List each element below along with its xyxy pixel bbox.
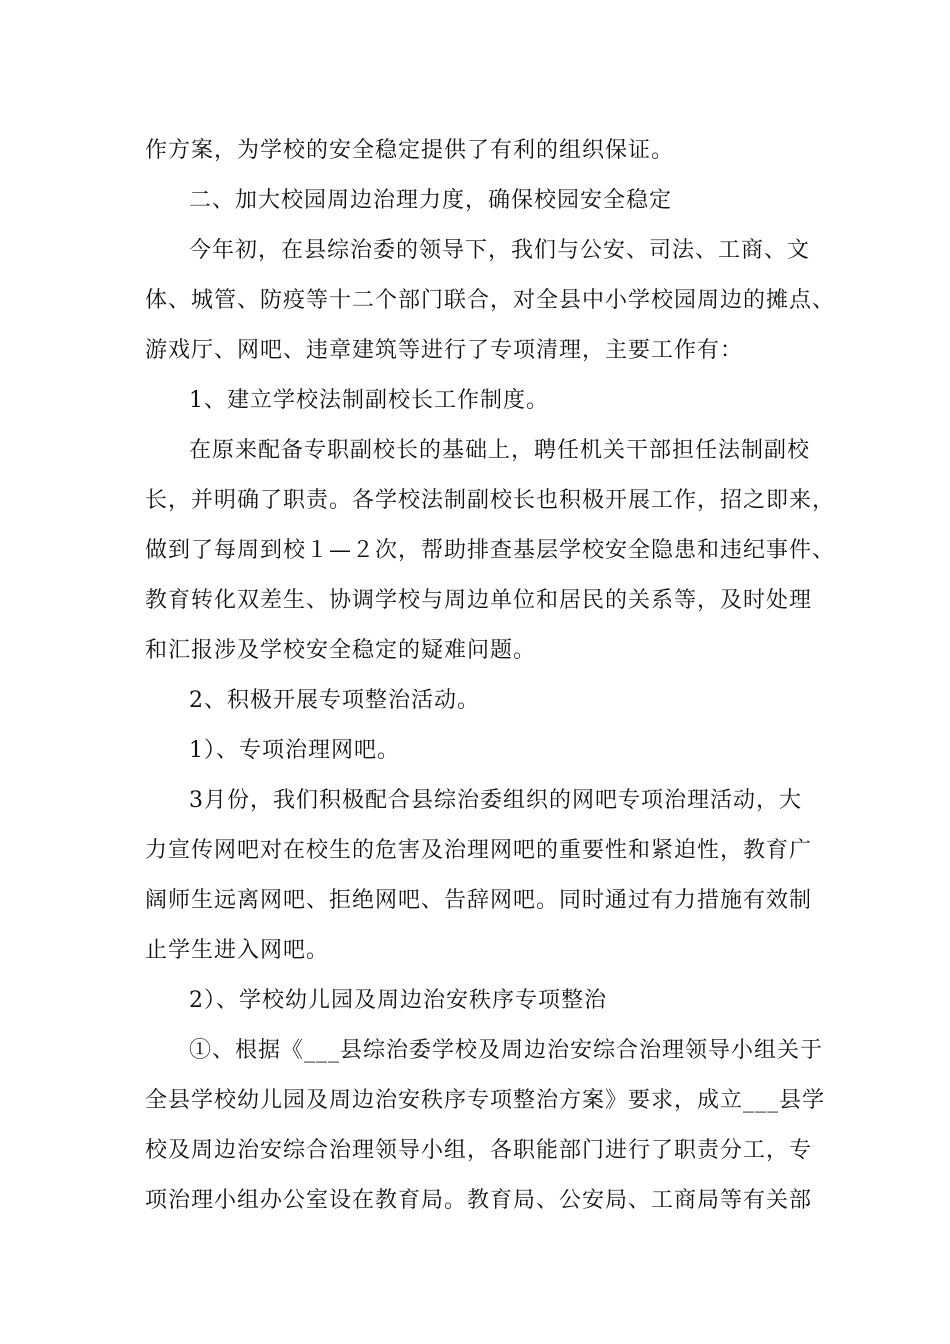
item-heading-1: 1、建立学校法制副校长工作制度。: [189, 388, 549, 413]
text-line-7: 在原来配备专职副校长的基础上，聘任机关干部担任法制副校: [189, 438, 811, 463]
text-line-3: 今年初，在县综治委的领导下，我们与公安、司法、工商、文: [189, 238, 811, 263]
text-line-1: 作方案，为学校的安全稳定提供了有利的组织保证。: [145, 138, 675, 163]
text-line-14: 3月份，我们积极配合县综治委组织的网吧专项治理活动，大: [189, 788, 802, 813]
text-line-4: 体、城管、防疫等十二个部门联合，对全县中小学校园周边的摊点、: [145, 288, 836, 313]
text-line-9: 做到了每周到校１—２次，帮助排查基层学校安全隐患和违纪事件、: [145, 538, 836, 563]
section-heading-2: 二、加大校园周边治理力度，确保校园安全稳定: [189, 188, 673, 213]
text-line-19: ①、根据《___县综治委学校及周边治安综合治理领导小组关于: [189, 1038, 824, 1063]
text-line-5: 游戏厅、网吧、违章建筑等进行了专项清理，主要工作有：: [145, 338, 744, 363]
item-heading-2: 2、积极开展专项整治活动。: [189, 688, 480, 713]
text-line-8: 长，并明确了职责。各学校法制副校长也积极开展工作，招之即来，: [145, 488, 836, 513]
subitem-heading-2: 2）、学校幼儿园及周边治安秩序专项整治: [189, 988, 607, 1013]
text-line-21: 校及周边治安综合治理领导小组，各职能部门进行了职责分工，专: [145, 1138, 813, 1163]
text-line-10: 教育转化双差生、协调学校与周边单位和居民的关系等，及时处理: [145, 588, 813, 613]
text-line-17: 止学生进入网吧。: [145, 938, 330, 963]
text-line-11: 和汇报涉及学校安全稳定的疑难问题。: [145, 638, 537, 663]
subitem-heading-1: 1）、专项治理网吧。: [189, 738, 400, 763]
text-line-15: 力宣传网吧对在校生的危害及治理网吧的重要性和紧迫性，教育广: [145, 838, 813, 863]
text-line-22: 项治理小组办公室设在教育局。教育局、公安局、工商局等有关部: [145, 1188, 813, 1213]
text-line-16: 阔师生远离网吧、拒绝网吧、告辞网吧。同时通过有力措施有效制: [145, 888, 813, 913]
text-line-20: 全县学校幼儿园及周边治安秩序专项整治方案》要求，成立___县学: [145, 1088, 826, 1113]
